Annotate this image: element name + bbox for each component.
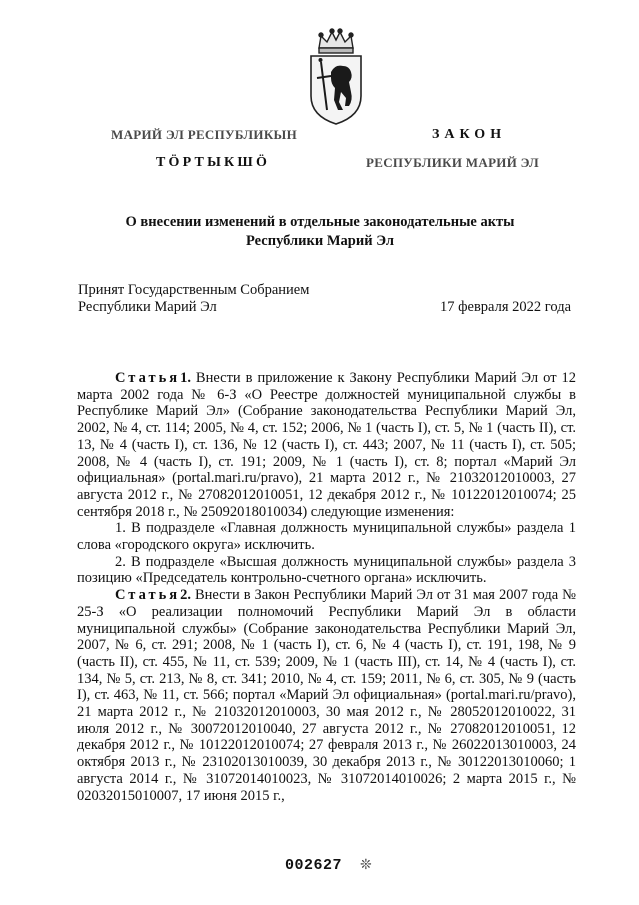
document-title-line-2: Республики Марий Эл xyxy=(246,233,394,249)
document-title-line-1: О внесении изменений в отдельные законодательные акты xyxy=(125,214,515,230)
article-1-paragraph xyxy=(77,370,576,520)
article-1-item-1: 1. В подразделе «Главная должность муниципальной службы» раздела 1 слова «городского округа» исключить. xyxy=(77,520,576,554)
header-left-line-1: МАРИЙ ЭЛ РЕСПУБЛИКЫН xyxy=(111,127,298,142)
document-body xyxy=(77,370,576,804)
ornament-icon: ❊ xyxy=(360,858,372,873)
article-1-number: 1. xyxy=(180,370,191,386)
adoption-date: 17 февраля 2022 года xyxy=(440,299,572,315)
adoption-line-2: Республики Марий Эл xyxy=(78,299,217,315)
article-1-heading: Статья xyxy=(115,370,181,386)
document-title xyxy=(60,213,580,251)
article-1-text: Внести в приложение к Закону Республики Марий Эл от 12 марта 2002 года № 6-З «О Реестре должностей муниципальной службы в Республике Марий Эл» (Собрание законодательства Республики Марий Эл, 2002, № 4, ст. 114; 2005, № 4, ст. 152; 2006, № 1 (часть I), ст. 5, № 1 (часть II), ст. 13, № 4 (часть I), ст. 136, № 12 (часть I), ст. 443; 2007, № 11 (часть I), ст. 505; 2008, № 4 (часть I), ст. 191; 2009, № 1 (часть I), ст. 8; портал «Марий Эл официальная» (portal.mari.ru/pravo), 21 марта 2012 г., № 21032012010003, 27 августа 2012 г., № 27082012010051, 12 декабря 2012 г., № 10122012010074; 25 сентября 2018 г., № 25092018010034) следующие изменения: xyxy=(77,370,576,520)
header-right-line-2: РЕСПУБЛИКИ МАРИЙ ЭЛ xyxy=(366,155,539,170)
article-2-paragraph xyxy=(77,587,576,804)
article-2-text: Внести в Закон Республики Марий Эл от 31 мая 2007 года № 25-З «О реализации полномочий Республики Марий Эл в области муниципальной службы» (Собрание законодательства Республики Марий Эл, 2007, № 6, ст. 291; 2008, № 1 (часть I), ст. 6, № 4 (часть I), ст. 191, 198, № 9 (часть II), ст. 455, № 11, ст. 539; 2009, № 1 (часть III), ст. 14, № 4 (часть I), ст. 134, № 5, ст. 213, № 8, ст. 341; 2010, № 4, ст. 159; 2011, № 6, ст. 305, № 9 (часть I), ст. 463, № 11, ст. 566; портал «Марий Эл официальная» (portal.mari.ru/pravo), 21 марта 2012 г., № 21032012010003, 30 мая 2012 г., № 28052012010022, 31 июля 2012 г., № 30072012010040, 27 августа 2012 г., № 27082012010051, 12 декабря 2012 г., № 10122012010074; 27 февраля 2013 г., № 26022013010003, 24 октября 2013 г., № 23102013010039, 30 декабря 2013 г., № 30122013010060; 1 августа 2014 г., № 31072014010023, № 31072014010026; 2 марта 2015 г., № 02032015010007, 17 июня 2015 г., xyxy=(77,587,576,804)
header-right-line-1: ЗАКОН xyxy=(432,127,507,142)
coat-of-arms-icon xyxy=(305,26,367,126)
header-left-line-2: ТӦРТЫКШӦ xyxy=(156,155,271,170)
document-serial-number: 002627 xyxy=(285,857,343,874)
article-1-item-2: 2. В подразделе «Высшая должность муниципальной службы» раздела 3 позицию «Председатель контрольно-счетного органа» исключить. xyxy=(77,553,576,587)
adoption-line-1: Принят Государственным Собранием xyxy=(78,282,310,298)
article-2-heading: Статья xyxy=(115,587,181,604)
article-2-number: 2. xyxy=(180,587,191,604)
